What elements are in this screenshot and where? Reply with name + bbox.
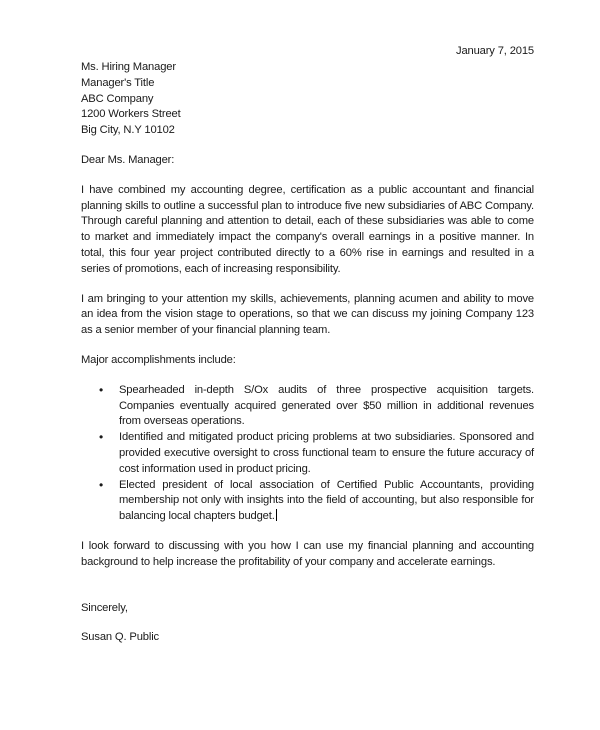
bullet-icon: • bbox=[99, 477, 104, 492]
bullet-icon: • bbox=[99, 382, 104, 397]
accomplishments-heading: Major accomplishments include: bbox=[81, 353, 236, 366]
list-item bbox=[99, 430, 534, 477]
paragraph-intro: I have combined my accounting degree, certification as a public accountant and financial planning skills to outline a successful plan to introduce five new subsidiaries of ABC Company. Through careful planning and attention to detail, each of these subsidiaries was able to come to market and immediately impact the company's overall earnings in a positive manner. In total, this four year project contributed directly to a 60% rise in earnings and resulted in a series of promotions, each of increasing responsibility. bbox=[81, 183, 534, 275]
recipient-title: Manager's Title bbox=[81, 76, 155, 89]
list-item-text: Elected president of local association of Certified Public Accountants, providing membership not only with insights into the field of accounting, but also responsible for balancing local chapters budget. bbox=[119, 478, 534, 523]
paragraph-skills: I am bringing to your attention my skills, achievements, planning acumen and ability to move an idea from the vision stage to operations, so that we can discuss my joining Company 123 as a senior member of your financial planning team. bbox=[81, 292, 534, 337]
list-item bbox=[99, 382, 534, 430]
list-item-text: Spearheaded in-depth S/Ox audits of three prospective acquisition targets. Companies eventually acquired generated over $50 million in additional revenues from overseas operations. bbox=[119, 383, 534, 428]
letter-body bbox=[81, 60, 534, 646]
bullet-icon: • bbox=[99, 430, 104, 445]
recipient-name: Ms. Hiring Manager bbox=[81, 61, 176, 73]
recipient-street: 1200 Workers Street bbox=[81, 108, 181, 121]
list-item bbox=[99, 477, 534, 525]
paragraph-closing: I look forward to discussing with you how I can use my financial planning and accounting background to help increase the profitability of your company and accelerate earnings. bbox=[81, 539, 534, 568]
letter-date: January 7, 2015 bbox=[456, 45, 534, 57]
text-cursor bbox=[276, 509, 277, 521]
recipient-company: ABC Company bbox=[81, 92, 154, 105]
recipient-address bbox=[81, 60, 534, 139]
complimentary-close: Sincerely, bbox=[81, 601, 128, 614]
salutation: Dear Ms. Manager: bbox=[81, 153, 175, 166]
signature-name: Susan Q. Public bbox=[81, 631, 159, 644]
accomplishments-list bbox=[81, 383, 534, 525]
recipient-city: Big City, N.Y 10102 bbox=[81, 124, 175, 137]
list-item-text: Identified and mitigated product pricing problems at two subsidiaries. Sponsored and provided executive oversight to cross functional team to ensure the future accuracy of cost information used in product pricing. bbox=[119, 431, 534, 475]
